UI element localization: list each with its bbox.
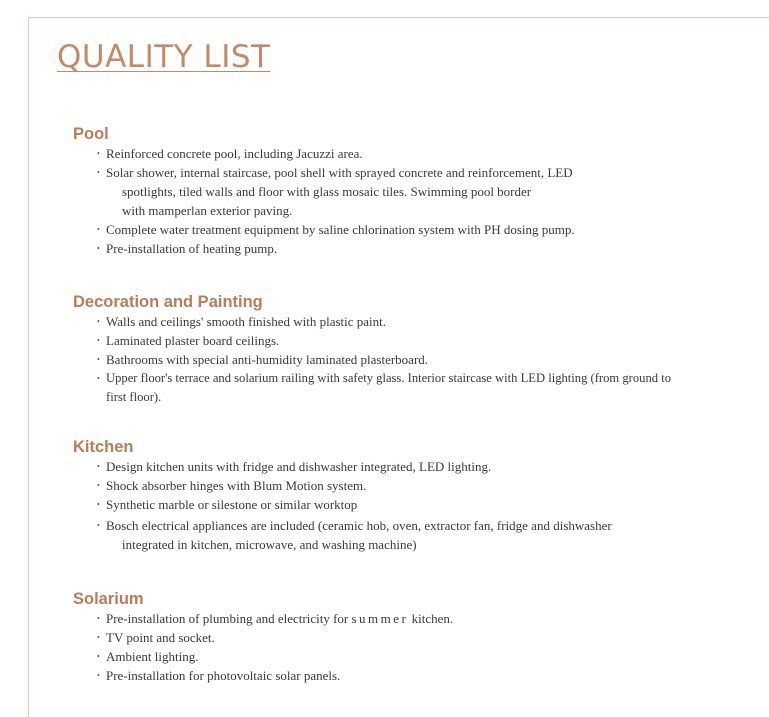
page-title: QUALITY LIST [57,39,271,75]
list-item: • Walls and ceilings' smooth finished with plastic paint. [97,312,769,331]
list-item: • TV point and socket. [97,628,769,647]
section-heading-solarium: Solarium [73,590,144,608]
section-solarium [73,589,769,685]
pool-list [73,144,769,258]
list-item: • Synthetic marble or silestone or similar worktop [97,495,769,514]
section-heading-kitchen: Kitchen [73,438,134,456]
section-pool [73,124,769,258]
decoration-list [73,312,769,407]
list-item: • Reinforced concrete pool, including Jacuzzi area. [97,144,769,163]
list-item: • Complete water treatment equipment by saline chlorination system with PH dosing pump. [97,220,769,239]
section-kitchen [73,437,769,554]
kitchen-list [73,457,769,554]
list-item: • Pre-installation of plumbing and electricity for summer kitchen. [97,609,769,628]
solarium-list [73,609,769,685]
document-page [28,17,769,717]
list-item: • Upper floor's terrace and solarium railing with safety glass. Interior staircase with LED lighting (from ground to first floor). [97,369,769,407]
section-heading-decoration: Decoration and Painting [73,293,263,311]
list-item: • Shock absorber hinges with Blum Motion system. [97,476,769,495]
list-item: • Design kitchen units with fridge and dishwasher integrated, LED lighting. [97,457,769,476]
list-item: • Laminated plaster board ceilings. [97,331,769,350]
list-item: • Bathrooms with special anti-humidity laminated plasterboard. [97,350,769,369]
list-item: • Solar shower, internal staircase, pool shell with sprayed concrete and reinforcement, LED spotlights, tiled walls and floor with glass mosaic tiles. Swimming pool border with mamperlan exterior paving. [97,163,769,220]
list-item: • Bosch electrical appliances are included (ceramic hob, oven, extractor fan, fridge and dishwasher integrated in kitchen, microwave, and washing machine) [97,516,769,554]
section-heading-pool: Pool [73,125,109,143]
list-item: • Ambient lighting. [97,647,769,666]
list-item: • Pre-installation of heating pump. [97,239,769,258]
list-item: • Pre-installation for photovoltaic solar panels. [97,666,769,685]
section-decoration-painting [73,292,769,407]
